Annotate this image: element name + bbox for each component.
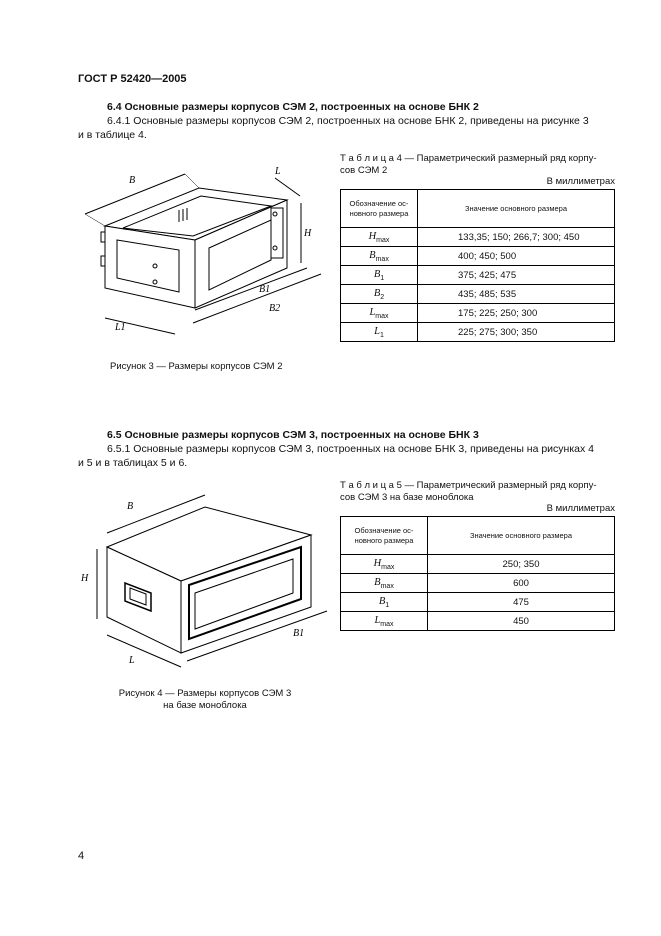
figure-4-label-l: L (129, 655, 135, 666)
table-4-symbol-subscript: max (376, 236, 390, 244)
table-4-col2-header: Значение основного размера (418, 190, 615, 228)
table-4-symbol-cell (341, 228, 418, 247)
table-4-value-cell: 375; 425; 475 (418, 266, 615, 285)
table-5-units: В миллиметрах (546, 503, 615, 514)
table-5-col1-header-line2: новного размера (354, 535, 414, 545)
table-5-value-cell: 475 (428, 593, 615, 612)
figure-4-caption (100, 688, 310, 712)
section-6-4-paragraph-line1: 6.4.1 Основные размеры корпусов СЭМ 2, построенных на основе БНК 2, приведены на рисунке 3 (107, 115, 589, 127)
table-5-symbol-cell (341, 574, 428, 593)
table-5-title-line1: Т а б л и ц а 5 — Параметрический размерный ряд корпу- (340, 480, 597, 491)
table-4-symbol: B (369, 249, 376, 261)
table-4-symbol-cell (341, 285, 418, 304)
table-5-row (341, 574, 615, 593)
table-4-symbol-subscript: max (375, 255, 389, 263)
table-4-symbol: B (373, 287, 381, 299)
table-4-symbol: L (374, 325, 380, 337)
figure-3-label-h: H (304, 228, 312, 239)
table-4-symbol-subscript: max (375, 312, 389, 320)
table-4-symbol-subscript: 2 (380, 293, 385, 301)
table-5-symbol: L (374, 614, 381, 626)
figure-3-label-l1: L1 (115, 322, 126, 333)
table-5-symbol: H (373, 557, 382, 569)
table-4-col1-header-line1: Обозначение ос- (349, 198, 409, 208)
table-4-symbol-subscript: 1 (379, 331, 384, 339)
figure-3-label-b1: B1 (259, 284, 271, 295)
table-5-col1-header (341, 517, 428, 555)
figure-3-label-l: L (275, 166, 281, 177)
table-4-header-row (341, 190, 615, 228)
table-4-col1-header (341, 190, 418, 228)
table-4-symbol-cell (341, 323, 418, 342)
figure-4 (75, 485, 335, 675)
table-5-symbol-subscript: max (381, 563, 395, 571)
table-4-symbol-cell (341, 304, 418, 323)
table-5-row (341, 612, 615, 631)
table-5-value-cell: 250; 350 (428, 555, 615, 574)
page-number: 4 (78, 850, 85, 862)
table-5-symbol: B (378, 595, 386, 607)
table-4-symbol: L (369, 306, 376, 318)
table-4-symbol-subscript: 1 (380, 274, 385, 282)
figure-4-caption-line1: Рисунок 4 — Размеры корпусов СЭМ 3 (118, 688, 292, 699)
table-5-symbol-cell (341, 612, 428, 631)
table-4-symbol-cell (341, 266, 418, 285)
table-5-symbol-cell (341, 593, 428, 612)
table-5-row (341, 593, 615, 612)
table-5-col1-header-line1: Обозначение ос- (354, 525, 414, 535)
table-4-value-cell: 175; 225; 250; 300 (418, 304, 615, 323)
figure-4-drawing (75, 485, 335, 675)
table-4-row (341, 285, 615, 304)
table-5-value-cell: 600 (428, 574, 615, 593)
table-5-symbol-subscript: max (380, 620, 394, 628)
table-4-symbol: H (368, 230, 377, 242)
table-5-symbol: B (374, 576, 381, 588)
table-4-row (341, 266, 615, 285)
document-code: ГОСТ Р 52420—2005 (78, 73, 187, 85)
table-5-symbol-cell (341, 555, 428, 574)
figure-4-caption-line2: на базе моноблока (163, 700, 247, 711)
table-4-value-cell: 400; 450; 500 (418, 247, 615, 266)
table-4-title-line1: Т а б л и ц а 4 — Параметрический размерный ряд корпу- (340, 153, 597, 164)
table-5-symbol-subscript: max (380, 582, 394, 590)
section-6-4-heading: 6.4 Основные размеры корпусов СЭМ 2, построенных на основе БНК 2 (107, 101, 479, 113)
table-4-row (341, 323, 615, 342)
section-6-5-paragraph-line1: 6.5.1 Основные размеры корпусов СЭМ 3, построенных на основе БНК 3, приведены на рисунках 4 (107, 443, 595, 455)
table-5-header-row (341, 517, 615, 555)
figure-3 (75, 158, 335, 348)
table-4-units: В миллиметрах (546, 176, 615, 187)
table-4-value-cell: 133,35; 150; 266,7; 300; 450 (418, 228, 615, 247)
table-5-value-cell: 450 (428, 612, 615, 631)
section-6-5-heading: 6.5 Основные размеры корпусов СЭМ 3, построенных на основе БНК 3 (107, 429, 479, 441)
table-4-title-line2: сов СЭМ 2 (340, 165, 388, 176)
table-4-row (341, 304, 615, 323)
table-5-row (341, 555, 615, 574)
table-5 (340, 516, 615, 631)
figure-4-label-h: H (81, 573, 89, 584)
table-5-title-line2: сов СЭМ 3 на базе моноблока (340, 492, 474, 503)
figure-4-label-b1: B1 (293, 628, 305, 639)
table-4-value-cell: 435; 485; 535 (418, 285, 615, 304)
table-4-row (341, 228, 615, 247)
table-4-col1-header-line2: новного размера (349, 208, 409, 218)
section-6-5-paragraph-line2: и 5 и в таблицах 5 и 6. (78, 457, 188, 469)
figure-3-drawing (75, 158, 335, 348)
table-4-symbol: B (373, 268, 381, 280)
figure-3-label-b2: B2 (269, 303, 281, 314)
table-5-col2-header: Значение основного размера (428, 517, 615, 555)
table-5-symbol-subscript: 1 (385, 601, 390, 609)
figure-3-caption: Рисунок 3 — Размеры корпусов СЭМ 2 (110, 361, 283, 372)
table-4-value-cell: 225; 275; 300; 350 (418, 323, 615, 342)
figure-4-label-b: B (127, 501, 134, 512)
table-4 (340, 189, 615, 342)
table-4-symbol-cell (341, 247, 418, 266)
section-6-4-paragraph-line2: и в таблице 4. (78, 129, 147, 141)
figure-3-label-b: B (129, 175, 136, 186)
table-4-row (341, 247, 615, 266)
